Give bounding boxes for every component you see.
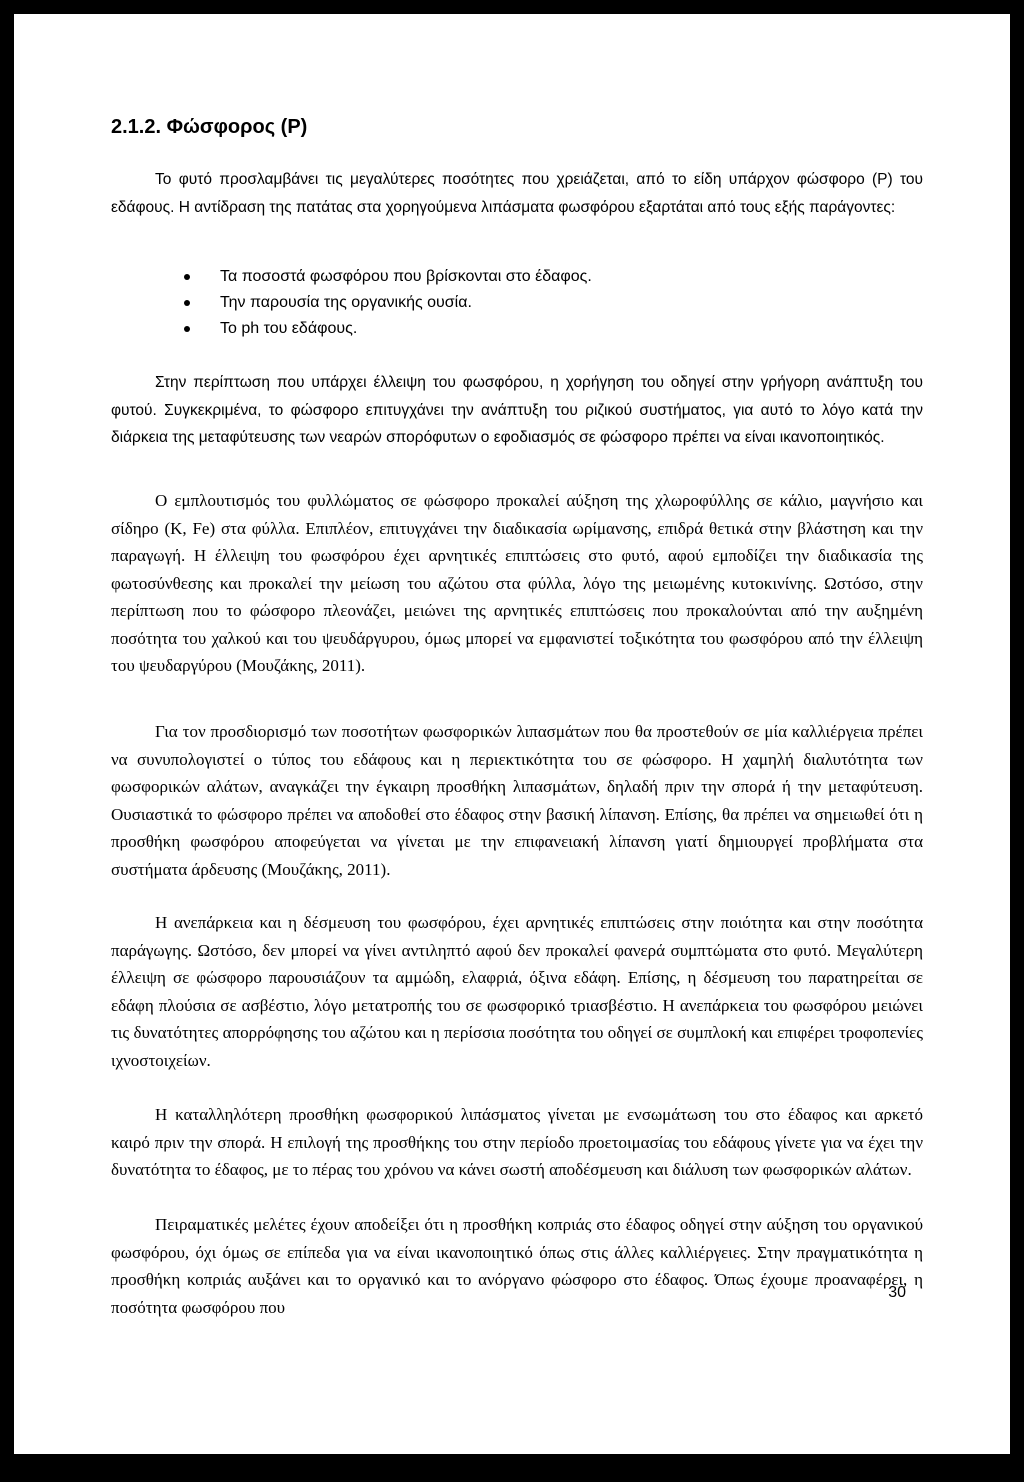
list-item: [184, 264, 592, 290]
bullet-icon: [184, 300, 190, 306]
list-item-text: Τα ποσοστά φωσφόρου που βρίσκονται στο έδαφος.: [220, 268, 592, 285]
list-item: [184, 290, 592, 316]
paragraph-foliage: Ο εμπλουτισμός του φυλλώματος σε φώσφορο προκαλεί αύξηση της χλωροφύλλης σε κάλιο, μαγνήσιο και σίδηρο (Κ, Fe) στα φύλλα. Επιπλέον, επιτυγχάνει την διαδικασία ωρίμανσης, επιδρά θετικά στην βλάστηση και την παραγωγή. Η έλλειψη του φωσφόρου έχει αρνητικές επιπτώσεις στο φυτό, αφού εμποδίζει την διαδικασία της φωτοσύνθεσης και προκαλεί την μείωση του αζώτου στα φύλλα, λόγο της μειωμένης κυτοκινίνης. Ωστόσο, στην περίπτωση που το φώσφορο πλεονάζει, μειώνει της αρνητικές επιπτώσεις που προκαλούνται από την αυξημένη ποσότητα του χαλκού και του ψευδάργυρου, όμως μπορεί να εμφανιστεί τοξικότητα του φωσφόρου από την έλλειψη του ψευδαργύρου (Μουζάκης, 2011).: [111, 491, 923, 675]
factor-list: [184, 264, 592, 342]
paragraph-insufficiency: Η ανεπάρκεια και η δέσμευση του φωσφόρου, έχει αρνητικές επιπτώσεις στην ποιότητα και στην ποσότητα παράγωγης. Ωστόσο, δεν μπορεί να γίνει αντιληπτό αφού δεν προκαλεί φανερά συμπτώματα στο φυτό. Μεγαλύτερη έλλειψη σε φώσφορο παρουσιάζουν τα αμμώδη, ελαφριά, όξινα εδάφη. Επίσης, η δέσμευση του παρατηρείται σε εδάφη πλούσια σε ασβέστιο, λόγο μετατροπής του σε φωσφορικό τριασβέστιο. Η ανεπάρκεια του φωσφόρου μειώνει τις δυνατότητες απορρόφησης του αζώτου και η περίσσια ποσότητα του οδηγεί σε συμπλοκή και επιφέρει τροφοπενίες ιχνοστοιχείων.: [111, 913, 923, 1070]
list-item: [184, 316, 592, 342]
list-item-text: Το ph του εδάφους.: [220, 320, 358, 337]
list-item-text: Την παρουσία της οργανικής ουσία.: [220, 294, 472, 311]
paragraph-intro: Το φυτό προσλαμβάνει τις μεγαλύτερες ποσότητες που χρειάζεται, από το είδη υπάρχον φώσφορο (Ρ) του εδάφους. Η αντίδραση της πατάτας στα χορηγούμενα λιπάσματα φωσφόρου εξαρτάται από τους εξής παράγοντες:: [111, 171, 923, 216]
page-number: 30: [888, 1284, 906, 1301]
bullet-icon: [184, 274, 190, 280]
bullet-icon: [184, 326, 190, 332]
paragraph-quantities: Για τον προσδιορισμό των ποσοτήτων φωσφορικών λιπασμάτων που θα προστεθούν σε μία καλλιέργεια πρέπει να συνυπολογιστεί ο τύπος του εδάφους και η περιεκτικότητα του σε φώσφορο. Η χαμηλή διαλυτότητα των φωσφορικών αλάτων, αναγκάζει την έγκαιρη προσθήκη λιπασμάτων, δηλαδή πριν την σπορά ή την μεταφύτευση. Ουσιαστικά το φώσφορο πρέπει να αποδοθεί στο έδαφος στην βασική λίπανση. Επίσης, θα πρέπει να σημειωθεί ότι η προσθήκη φωσφόρου αποφεύγεται να γίνεται με την επιφανειακή λίπανση γιατί δημιουργεί προβλήματα στα συστήματα άρδευσης (Μουζάκης, 2011).: [111, 722, 923, 879]
section-heading: 2.1.2. Φώσφορος (Ρ): [111, 116, 308, 138]
paragraph-incorporation: Η καταλληλότερη προσθήκη φωσφορικού λιπάσματος γίνεται με ενσωμάτωση του στο έδαφος και αρκετό καιρό πριν την σπορά. Η επιλογή της προσθήκης του στην περίοδο προετοιμασίας του εδάφους γίνετε για να έχει την δυνατότητα το έδαφος, με το πέρας του χρόνου να κάνει σωστή αποδέσμευση και διάλυση των φωσφορικών αλάτων.: [111, 1105, 923, 1179]
paragraph-deficiency: Στην περίπτωση που υπάρχει έλλειψη του φωσφόρου, η χορήγηση του οδηγεί στην γρήγορη ανάπτυξη του φυτού. Συγκεκριμένα, το φώσφορο επιτυγχάνει την ανάπτυξη του ριζικού συστήματος, για αυτό το λόγο κατά την διάρκεια της μεταφύτευσης των νεαρών σπορόφυτων ο εφοδιασμός σε φώσφορο πρέπει να είναι ικανοποιητικός.: [111, 374, 923, 446]
document-page: [14, 14, 1010, 1454]
paragraph-experiments: Πειραματικές μελέτες έχουν αποδείξει ότι η προσθήκη κοπριάς στο έδαφος οδηγεί στην αύξηση του οργανικού φωσφόρου, όχι όμως σε επίπεδα για να είναι ικανοποιητικό όπως στις άλλες καλλιέργειες. Στην πραγματικότητα η προσθήκη κοπριάς αυξάνει και το οργανικό και το ανόργανο φώσφορο στο έδαφος. Όπως έχουμε προαναφέρει, η ποσότητα φωσφόρου που: [111, 1215, 923, 1317]
